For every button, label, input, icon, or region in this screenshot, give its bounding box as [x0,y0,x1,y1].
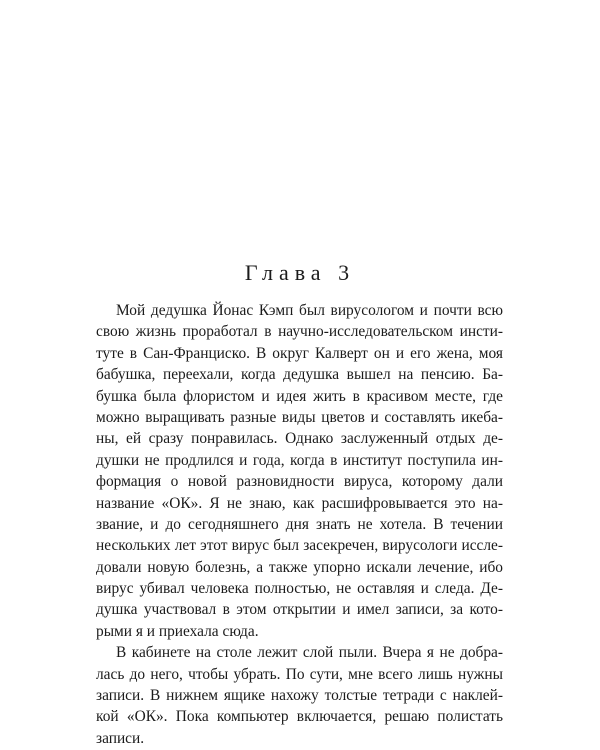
text-line: душки не продлился и года, когда в институт поступила ин- [96,451,503,469]
text-line: кой «ОК». Пока компьютер включается, решаю полистать [96,708,503,726]
text-line: душка участвовал в этом открытии и имел записи, за кото- [96,601,503,619]
text-line: свою жизнь проработал в научно-исследовательском инсти- [96,323,503,341]
text-line: ны, ей сразу понравилась. Однако заслуженный отдых де- [96,430,503,448]
text-line: формация о новой разновидности вируса, которому дали [96,473,503,491]
paragraph-2 [96,642,503,749]
paragraph-1 [96,300,503,642]
text-line: довали новую болезнь, а также упорно искали лечение, ибо [96,558,503,576]
text-line: рыми я и приехала сюда. [96,622,259,640]
text-line: можно выращивать разные виды цветов и составлять икеба- [96,408,503,426]
text-line: звание, и до сегодняшнего дня знать не хотела. В течении [96,515,503,533]
text-line: нескольких лет этот вирус был засекречен, вирусологи иссле- [96,537,503,555]
text-line: записи. В нижнем ящике нахожу толстые тетради с наклей- [96,687,503,705]
text-line: бабушка, переехали, когда дедушка вышел на пенсию. Ба- [96,366,503,384]
text-line: название «ОК». Я не знаю, как расшифровывается это на- [96,494,503,512]
chapter-body [96,300,503,749]
text-line: В кабинете на столе лежит слой пыли. Вчера я не добра- [116,644,503,662]
text-line: туте в Сан-Франциско. В округ Калверт он и его жена, моя [96,344,503,362]
text-line: вирус убивал человека полностью, не оставляя и следа. Де- [96,580,503,598]
chapter-title: Глава 3 [244,260,356,285]
text-line: записи. [96,729,145,747]
text-line: лась до него, чтобы убрать. По сути, мне всего лишь нужны [96,665,503,683]
text-line: бушка была флористом и идея жить в красивом месте, где [96,387,503,405]
text-line: Мой дедушка Йонас Кэмп был вирусологом и почти всю [116,302,503,319]
